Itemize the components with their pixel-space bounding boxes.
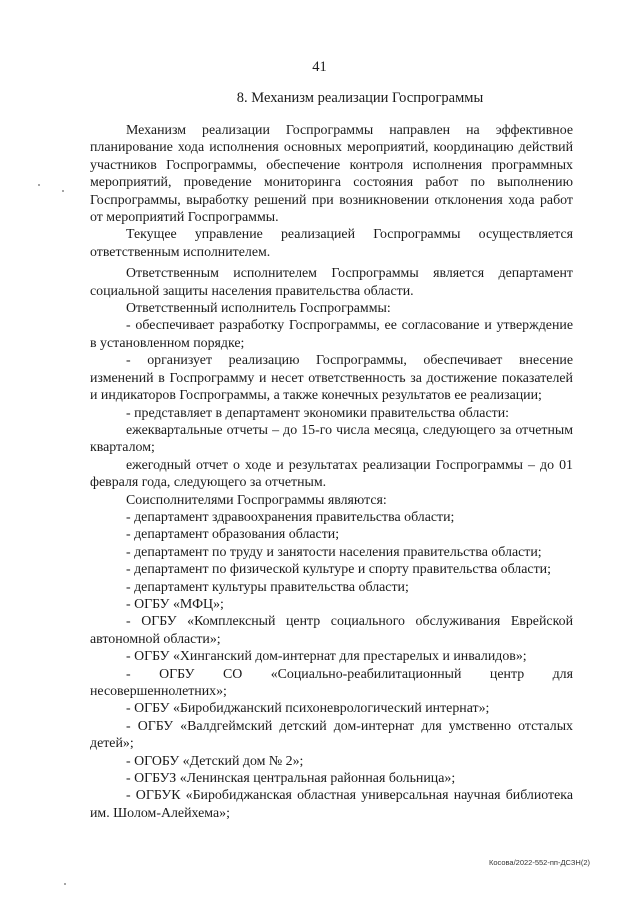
list-item: - ОГБУ «Комплексный центр социального обслуживания Еврейской автономной области»; <box>90 614 573 647</box>
list-item: - представляет в департамент экономики правительства области: <box>126 405 509 421</box>
document-footer-code: Косова/2022-552-пп-ДСЗН(2) <box>488 858 590 867</box>
list-item: - ОГБУ «Валдгеймский детский дом-интернат для умственно отсталых детей»; <box>90 718 573 752</box>
paragraph: ежегодный отчет о ходе и результатах реализации Госпрограммы – до 01 февраля года, следующего за отчетным. <box>90 457 573 491</box>
list-item: - департамент культуры правительства области; <box>126 579 409 595</box>
paragraph: Соисполнителями Госпрограммы являются: <box>126 492 387 508</box>
scan-speck <box>38 184 40 186</box>
document-body <box>90 122 573 822</box>
list-item: - ОГОБУ «Детский дом № 2»; <box>126 753 304 769</box>
list-item: - организует реализацию Госпрограммы, обеспечивает внесение изменений в Госпрограмму и несет ответственность за достижение показателей и индикаторов Госпрограммы, а также конечных результатов ее реализации; <box>90 353 573 404</box>
section-heading: 8. Механизм реализации Госпрограммы <box>236 90 484 106</box>
paragraph: Ответственным исполнителем Госпрограммы является департамент социальной защиты населения правительства области. <box>90 266 573 299</box>
list-item: - департамент здравоохранения правительства области; <box>126 509 455 525</box>
list-item: - департамент по физической культуре и спорту правительства области; <box>126 562 551 578</box>
list-item: - ОГБУ СО «Социально-реабилитационный центр для несовершеннолетних»; <box>90 666 573 699</box>
list-item: - департамент по труду и занятости населения правительства области; <box>126 544 542 560</box>
list-item: - ОГБУ «Хинганский дом-интернат для престарелых и инвалидов»; <box>126 649 527 665</box>
page-number: 41 <box>312 59 327 75</box>
list-item: - департамент образования области; <box>126 527 340 543</box>
paragraph: Текущее управление реализацией Госпрограммы осуществляется ответственным исполнителем. <box>90 227 573 260</box>
scan-speck <box>62 190 64 192</box>
paragraph: ежеквартальные отчеты – до 15-го числа месяца, следующего за отчетным кварталом; <box>90 422 573 456</box>
list-item: - ОГБУ «Биробиджанский психоневрологический интернат»; <box>126 701 490 717</box>
paragraph: Механизм реализации Госпрограммы направлен на эффективное планирование хода исполнения основных мероприятий, координацию действий участников Госпрограммы, обеспечение контроля исполнения программных мероприятий, проведение мониторинга состояния работ по выполнению Госпрограммы, выработку решений при возникновении отклонения хода работ от мероприятий Госпрограммы. <box>90 123 573 226</box>
list-item: - ОГБУК «Биробиджанская областная универсальная научная библиотека им. Шолом-Алейхема»; <box>90 788 573 821</box>
list-item: - ОГБУЗ «Ленинская центральная районная больница»; <box>126 771 456 787</box>
list-item: - ОГБУ «МФЦ»; <box>126 596 224 612</box>
paragraph: Ответственный исполнитель Госпрограммы: <box>126 301 391 317</box>
list-item: - обеспечивает разработку Госпрограммы, ее согласование и утверждение в установленном порядке; <box>90 318 573 351</box>
scan-speck <box>64 883 66 885</box>
